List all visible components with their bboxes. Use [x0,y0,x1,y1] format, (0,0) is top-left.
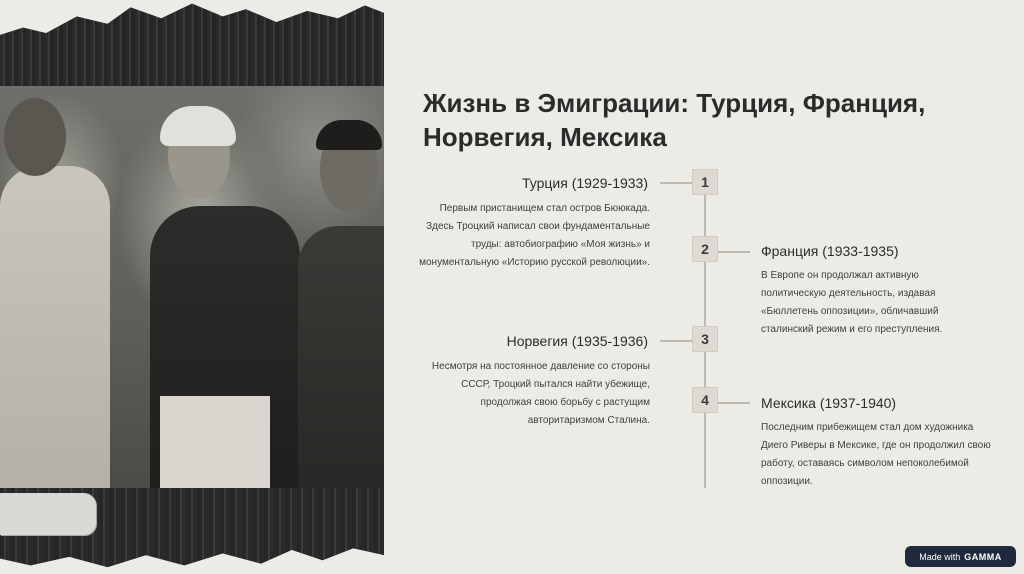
photo-figure-center-hair [160,106,236,146]
photo-figure-left-head [4,98,66,176]
timeline-connector [718,251,750,253]
made-with-gamma-badge[interactable] [905,546,1016,567]
timeline-item-text-1: Первым пристанищем стал остров Бююкада. Здесь Троцкий написал свои фундаментальные труды: автобиографию «Моя жизнь» и монументальную «Историю русской революции». [419,203,650,268]
timeline-connector [660,340,692,342]
timeline-item-title-1: Турция (1929-1933) [522,175,648,191]
timeline-item-text-3: Несмотря на постоянное давление со стороны СССР, Троцкий пытался найти убежище, продолжая свою борьбу с растущим авторитаризмом Сталина. [431,361,650,426]
decorative-plaque [0,493,96,535]
photo-figure-right-hair [316,120,382,150]
timeline-marker-4: 4 [692,387,718,413]
historical-photo [0,86,384,494]
photo-panel [0,0,384,574]
timeline-item-title-2: Франция (1933-1935) [761,243,899,259]
timeline-connector [718,402,750,404]
timeline-item-title-4: Мексика (1937-1940) [761,395,897,411]
photo-figure-right [298,226,384,496]
timeline-item-title-3: Норвегия (1935-1936) [506,333,648,349]
grunge-border-top [0,0,384,92]
photo-figure-center-trousers [160,396,270,496]
timeline-item-text-2: В Европе он продолжал активную политическую деятельность, издавая «Бюллетень оппозиции», обличавший сталинский режим и его преступления. [761,270,943,335]
gamma-logo-text: GAMMA [964,551,1002,562]
timeline-marker-2: 2 [692,236,718,262]
slide-title: Жизнь в Эмиграции: Турция, Франция, Норвегия, Мексика [423,88,926,152]
timeline-item-text-4: Последним прибежищем стал дом художника Диего Риверы в Мексике, где он продолжил свою работу, оставаясь символом непоколебимой оппозиции. [761,422,991,487]
badge-prefix: Made with [919,551,961,562]
timeline-connector [660,182,692,184]
timeline-marker-1: 1 [692,169,718,195]
timeline-marker-3: 3 [692,326,718,352]
photo-figure-left [0,166,110,496]
